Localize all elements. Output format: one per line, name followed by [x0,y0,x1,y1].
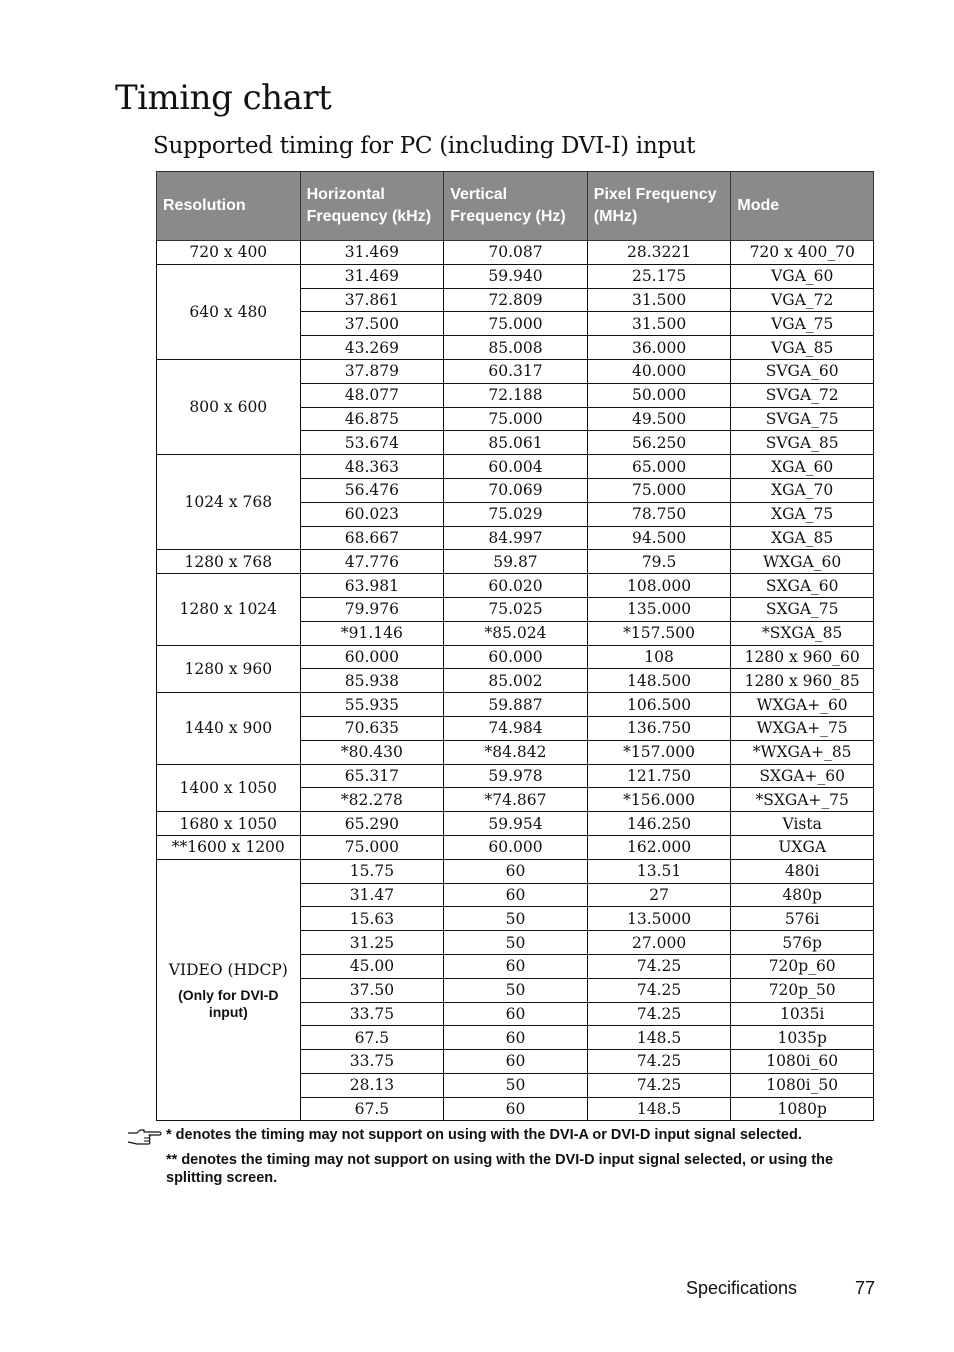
horizontal-frequency-cell: 53.674 [300,431,444,455]
pixel-frequency-cell: 25.175 [587,264,731,288]
pixel-frequency-cell: *156.000 [587,788,731,812]
horizontal-frequency-cell: 75.000 [300,835,444,859]
vertical-frequency-cell: *84.842 [444,740,588,764]
pixel-frequency-cell: 148.5 [587,1026,731,1050]
mode-cell: SVGA_75 [731,407,874,431]
mode-cell: UXGA [731,835,874,859]
vertical-frequency-cell: 60 [444,1026,588,1050]
vertical-frequency-cell: 70.069 [444,478,588,502]
pixel-frequency-cell: 148.500 [587,669,731,693]
footnote-double-asterisk: ** denotes the timing may not support on using with the DVI-D input signal selected, or using the splitting screen. [166,1152,834,1186]
horizontal-frequency-cell: 37.879 [300,359,444,383]
horizontal-frequency-cell: 31.469 [300,264,444,288]
resolution-cell: 1440 x 900 [157,693,301,764]
vertical-frequency-cell: 72.188 [444,383,588,407]
pixel-frequency-cell: 27 [587,883,731,907]
mode-cell: SXGA+_60 [731,764,874,788]
horizontal-frequency-cell: 63.981 [300,574,444,598]
horizontal-frequency-cell: 60.000 [300,645,444,669]
resolution-label: VIDEO (HDCP) [168,961,288,980]
pixel-frequency-cell: 13.5000 [587,907,731,931]
mode-cell: *SXGA_85 [731,621,874,645]
footnotes [166,1126,886,1187]
mode-cell: *SXGA+_75 [731,788,874,812]
vertical-frequency-cell: 59.954 [444,812,588,836]
horizontal-frequency-cell: 37.500 [300,312,444,336]
resolution-cell: 1280 x 1024 [157,574,301,645]
pixel-frequency-cell: 74.25 [587,954,731,978]
mode-cell: 1280 x 960_60 [731,645,874,669]
mode-cell: 480p [731,883,874,907]
pixel-frequency-cell: 108.000 [587,574,731,598]
horizontal-frequency-cell: 68.667 [300,526,444,550]
pointing-hand-icon [127,1127,163,1147]
vertical-frequency-cell: 59.940 [444,264,588,288]
mode-cell: WXGA+_60 [731,693,874,717]
pixel-frequency-cell: 94.500 [587,526,731,550]
vertical-frequency-cell: 85.002 [444,669,588,693]
pixel-frequency-cell: 49.500 [587,407,731,431]
vertical-frequency-cell: 74.984 [444,716,588,740]
mode-cell: *WXGA+_85 [731,740,874,764]
pixel-frequency-cell: *157.000 [587,740,731,764]
pixel-frequency-cell: 146.250 [587,812,731,836]
vertical-frequency-cell: 60.004 [444,455,588,479]
pixel-frequency-cell: 31.500 [587,288,731,312]
pixel-frequency-cell: 65.000 [587,455,731,479]
timing-table [156,171,874,1121]
table-row [157,835,874,859]
pixel-frequency-cell: 27.000 [587,931,731,955]
mode-cell: XGA_75 [731,502,874,526]
horizontal-frequency-cell: 48.363 [300,455,444,479]
table-row [157,859,874,883]
timing-table-body [157,241,874,1121]
header-vertical-frequency: Vertical Frequency (Hz) [444,172,588,241]
horizontal-frequency-cell: 31.469 [300,241,444,265]
vertical-frequency-cell: 60.000 [444,835,588,859]
mode-cell: XGA_85 [731,526,874,550]
vertical-frequency-cell: 70.087 [444,241,588,265]
resolution-cell: 1400 x 1050 [157,764,301,812]
pixel-frequency-cell: 106.500 [587,693,731,717]
mode-cell: 576i [731,907,874,931]
horizontal-frequency-cell: 47.776 [300,550,444,574]
vertical-frequency-cell: 59.87 [444,550,588,574]
vertical-frequency-cell: 60 [444,1097,588,1121]
vertical-frequency-cell: 75.025 [444,597,588,621]
horizontal-frequency-cell: 28.13 [300,1073,444,1097]
mode-cell: VGA_72 [731,288,874,312]
mode-cell: VGA_75 [731,312,874,336]
vertical-frequency-cell: 50 [444,931,588,955]
pixel-frequency-cell: 79.5 [587,550,731,574]
pixel-frequency-cell: *157.500 [587,621,731,645]
horizontal-frequency-cell: 85.938 [300,669,444,693]
resolution-cell: 1280 x 768 [157,550,301,574]
table-row [157,693,874,717]
resolution-cell: 720 x 400 [157,241,301,265]
pixel-frequency-cell: 40.000 [587,359,731,383]
horizontal-frequency-cell: 60.023 [300,502,444,526]
table-row [157,645,874,669]
pixel-frequency-cell: 28.3221 [587,241,731,265]
horizontal-frequency-cell: 31.25 [300,931,444,955]
pixel-frequency-cell: 74.25 [587,978,731,1002]
horizontal-frequency-cell: 33.75 [300,1002,444,1026]
horizontal-frequency-cell: 56.476 [300,478,444,502]
mode-cell: VGA_60 [731,264,874,288]
horizontal-frequency-cell: 15.63 [300,907,444,931]
mode-cell: SVGA_72 [731,383,874,407]
page-title: Timing chart [115,78,332,118]
horizontal-frequency-cell: *91.146 [300,621,444,645]
horizontal-frequency-cell: 15.75 [300,859,444,883]
resolution-cell [157,859,301,1121]
mode-cell: SVGA_85 [731,431,874,455]
pixel-frequency-cell: 36.000 [587,336,731,360]
table-row [157,359,874,383]
pixel-frequency-cell: 78.750 [587,502,731,526]
mode-cell: 576p [731,931,874,955]
pixel-frequency-cell: 121.750 [587,764,731,788]
horizontal-frequency-cell: 37.861 [300,288,444,312]
horizontal-frequency-cell: 48.077 [300,383,444,407]
mode-cell: 720p_50 [731,978,874,1002]
vertical-frequency-cell: 50 [444,1073,588,1097]
table-row [157,550,874,574]
resolution-cell: **1600 x 1200 [157,835,301,859]
vertical-frequency-cell: 85.061 [444,431,588,455]
horizontal-frequency-cell: *82.278 [300,788,444,812]
vertical-frequency-cell: 85.008 [444,336,588,360]
footnote-single-asterisk: * denotes the timing may not support on using with the DVI-A or DVI-D input signal selected. [166,1127,802,1143]
table-row [157,812,874,836]
mode-cell: SXGA_75 [731,597,874,621]
mode-cell: WXGA_60 [731,550,874,574]
mode-cell: 1080i_60 [731,1050,874,1074]
pixel-frequency-cell: 50.000 [587,383,731,407]
resolution-cell: 1680 x 1050 [157,812,301,836]
vertical-frequency-cell: 50 [444,907,588,931]
horizontal-frequency-cell: 65.317 [300,764,444,788]
vertical-frequency-cell: 59.887 [444,693,588,717]
pixel-frequency-cell: 74.25 [587,1050,731,1074]
pixel-frequency-cell: 56.250 [587,431,731,455]
horizontal-frequency-cell: 33.75 [300,1050,444,1074]
vertical-frequency-cell: 60 [444,1002,588,1026]
vertical-frequency-cell: 50 [444,978,588,1002]
footer-section-name: Specifications [686,1278,798,1298]
vertical-frequency-cell: 72.809 [444,288,588,312]
header-pixel-frequency: Pixel Frequency (MHz) [587,172,731,241]
mode-cell: 1080i_50 [731,1073,874,1097]
vertical-frequency-cell: 60.020 [444,574,588,598]
horizontal-frequency-cell: 65.290 [300,812,444,836]
pixel-frequency-cell: 13.51 [587,859,731,883]
pixel-frequency-cell: 74.25 [587,1002,731,1026]
table-row [157,455,874,479]
table-row [157,574,874,598]
resolution-cell: 1024 x 768 [157,455,301,550]
pixel-frequency-cell: 135.000 [587,597,731,621]
horizontal-frequency-cell: 70.635 [300,716,444,740]
mode-cell: 1035i [731,1002,874,1026]
pixel-frequency-cell: 136.750 [587,716,731,740]
mode-cell: 1080p [731,1097,874,1121]
header-horizontal-frequency: Horizontal Frequency (kHz) [300,172,444,241]
mode-cell: 480i [731,859,874,883]
mode-cell: SXGA_60 [731,574,874,598]
vertical-frequency-cell: 84.997 [444,526,588,550]
vertical-frequency-cell: 75.029 [444,502,588,526]
vertical-frequency-cell: 60 [444,1050,588,1074]
horizontal-frequency-cell: 37.50 [300,978,444,1002]
pixel-frequency-cell: 74.25 [587,1073,731,1097]
table-header-row [157,172,874,241]
vertical-frequency-cell: 60.000 [444,645,588,669]
pixel-frequency-cell: 31.500 [587,312,731,336]
vertical-frequency-cell: 60.317 [444,359,588,383]
page-number: 77 [855,1278,876,1298]
horizontal-frequency-cell: 67.5 [300,1097,444,1121]
mode-cell: XGA_70 [731,478,874,502]
vertical-frequency-cell: 75.000 [444,312,588,336]
mode-cell: XGA_60 [731,455,874,479]
table-row [157,264,874,288]
section-subtitle: Supported timing for PC (including DVI-I) input [153,133,696,159]
header-resolution: Resolution [157,172,301,241]
horizontal-frequency-cell: 55.935 [300,693,444,717]
horizontal-frequency-cell: 67.5 [300,1026,444,1050]
mode-cell: Vista [731,812,874,836]
mode-cell: 1035p [731,1026,874,1050]
pixel-frequency-cell: 162.000 [587,835,731,859]
mode-cell: VGA_85 [731,336,874,360]
horizontal-frequency-cell: 45.00 [300,954,444,978]
resolution-cell: 800 x 600 [157,359,301,454]
resolution-cell: 1280 x 960 [157,645,301,693]
vertical-frequency-cell: *74.867 [444,788,588,812]
table-row [157,241,874,265]
table-row [157,764,874,788]
resolution-cell: 640 x 480 [157,264,301,359]
header-mode: Mode [731,172,874,241]
mode-cell: SVGA_60 [731,359,874,383]
vertical-frequency-cell: 75.000 [444,407,588,431]
pixel-frequency-cell: 75.000 [587,478,731,502]
vertical-frequency-cell: *85.024 [444,621,588,645]
horizontal-frequency-cell: 79.976 [300,597,444,621]
vertical-frequency-cell: 60 [444,859,588,883]
mode-cell: 720p_60 [731,954,874,978]
horizontal-frequency-cell: *80.430 [300,740,444,764]
pixel-frequency-cell: 148.5 [587,1097,731,1121]
vertical-frequency-cell: 60 [444,883,588,907]
pixel-frequency-cell: 108 [587,645,731,669]
vertical-frequency-cell: 59.978 [444,764,588,788]
horizontal-frequency-cell: 46.875 [300,407,444,431]
vertical-frequency-cell: 60 [444,954,588,978]
mode-cell: 720 x 400_70 [731,241,874,265]
resolution-note: (Only for DVI-D input) [178,987,279,1021]
mode-cell: WXGA+_75 [731,716,874,740]
horizontal-frequency-cell: 31.47 [300,883,444,907]
horizontal-frequency-cell: 43.269 [300,336,444,360]
mode-cell: 1280 x 960_85 [731,669,874,693]
